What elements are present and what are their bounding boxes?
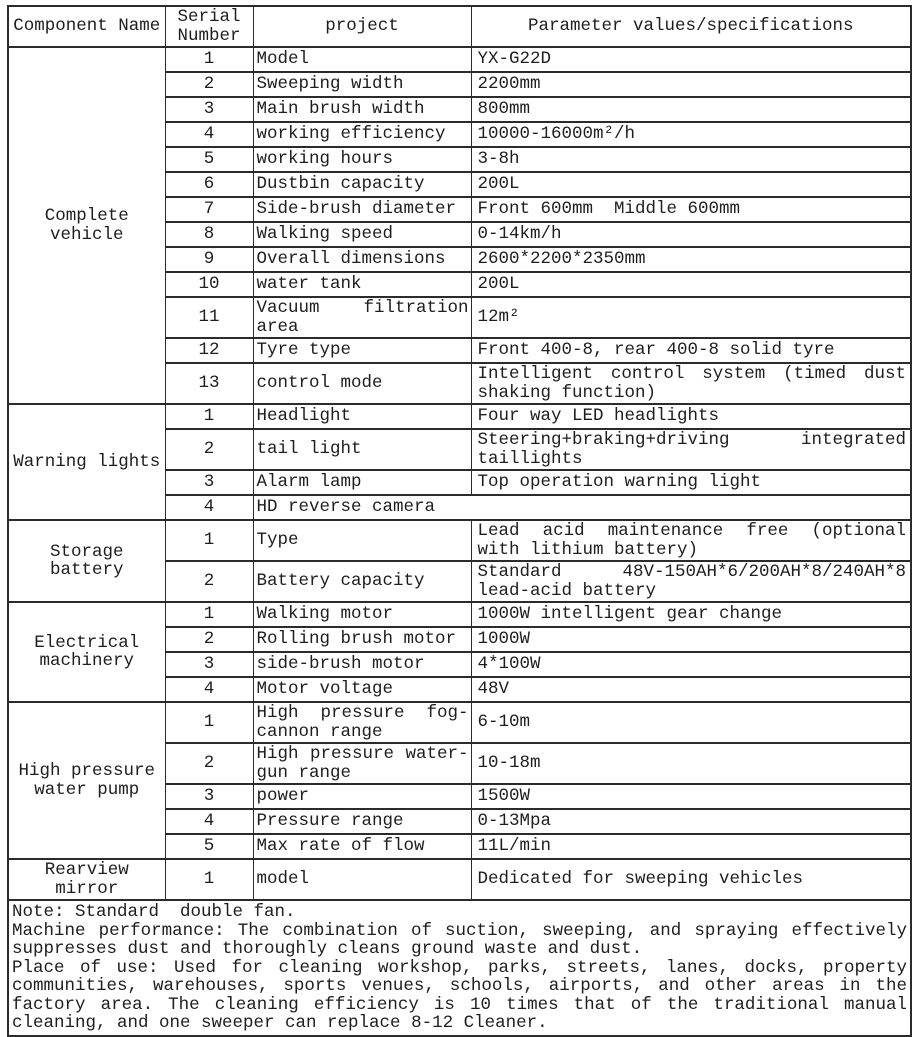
serial-number-cell: 4 (165, 122, 253, 147)
project-cell: control mode (253, 363, 471, 404)
project-cell: Vacuum filtration area (253, 297, 471, 338)
value-cell: 6-10m (471, 702, 911, 743)
value-cell: 0-14km/h (471, 222, 911, 247)
serial-number-cell: 2 (165, 429, 253, 470)
serial-number-cell: 2 (165, 561, 253, 602)
value-cell: 1500W (471, 784, 911, 809)
serial-number-cell: 7 (165, 197, 253, 222)
table-row (8, 859, 911, 900)
project-cell: High pressure fog-cannon range (253, 702, 471, 743)
note-line: Note: Standard double fan. (12, 902, 296, 922)
value-cell: 2200mm (471, 72, 911, 97)
value-cell: Four way LED headlights (471, 404, 911, 429)
project-cell: Max rate of flow (253, 834, 471, 859)
value-cell: 1000W (471, 627, 911, 652)
value-cell: Top operation warning light (471, 470, 911, 495)
project-cell: Motor voltage (253, 677, 471, 702)
value-cell: Standard 48V-150AH*6/200AH*8/240AH*8 lead-acid battery (471, 561, 911, 602)
component-name-cell: Complete vehicle (8, 47, 165, 404)
value-cell: Intelligent control system (timed dust shaking function) (471, 363, 911, 404)
serial-number-cell: 1 (165, 702, 253, 743)
value-cell: 1000W intelligent gear change (471, 602, 911, 627)
note-row (8, 900, 911, 1036)
value-cell: Front 600mm Middle 600mm (471, 197, 911, 222)
value-cell: 0-13Mpa (471, 809, 911, 834)
serial-number-cell: 4 (165, 677, 253, 702)
spec-table-body (8, 47, 911, 900)
value-cell: YX-G22D (471, 47, 911, 72)
project-cell: High pressure water-gun range (253, 743, 471, 784)
serial-number-cell: 5 (165, 834, 253, 859)
serial-number-cell: 9 (165, 247, 253, 272)
header-parameter-values: Parameter values/specifications (471, 6, 911, 47)
serial-number-cell: 2 (165, 743, 253, 784)
serial-number-cell: 5 (165, 147, 253, 172)
table-row (8, 602, 911, 627)
component-name-cell: Storage battery (8, 520, 165, 602)
serial-number-cell: 2 (165, 72, 253, 97)
project-cell: side-brush motor (253, 652, 471, 677)
project-cell: Pressure range (253, 809, 471, 834)
serial-number-cell: 10 (165, 272, 253, 297)
project-cell: Battery capacity (253, 561, 471, 602)
header-component-name: Component Name (8, 6, 165, 47)
value-cell: 11L/min (471, 834, 911, 859)
table-row (8, 47, 911, 72)
serial-number-cell: 3 (165, 652, 253, 677)
serial-number-cell: 1 (165, 520, 253, 561)
value-cell: Lead acid maintenance free (optional with lithium battery) (471, 520, 911, 561)
project-cell: power (253, 784, 471, 809)
component-name-cell: Rearview mirror (8, 859, 165, 900)
component-name-cell: Electrical machinery (8, 602, 165, 702)
serial-number-cell: 3 (165, 784, 253, 809)
serial-number-cell: 3 (165, 470, 253, 495)
serial-number-cell: 3 (165, 97, 253, 122)
serial-number-cell: 2 (165, 627, 253, 652)
value-cell: 3-8h (471, 147, 911, 172)
serial-number-cell: 13 (165, 363, 253, 404)
project-cell: tail light (253, 429, 471, 470)
value-cell: 800mm (471, 97, 911, 122)
serial-number-cell: 1 (165, 859, 253, 900)
project-cell: Walking speed (253, 222, 471, 247)
project-cell: working hours (253, 147, 471, 172)
value-cell: 2600*2200*2350mm (471, 247, 911, 272)
table-row (8, 404, 911, 429)
spec-table (7, 5, 912, 1037)
value-cell: 10-18m (471, 743, 911, 784)
value-cell: Front 400-8, rear 400-8 solid tyre (471, 338, 911, 363)
value-cell: 200L (471, 172, 911, 197)
project-cell: Side-brush diameter (253, 197, 471, 222)
table-row (8, 520, 911, 561)
note-cell (8, 900, 911, 1036)
project-cell: Headlight (253, 404, 471, 429)
project-cell: water tank (253, 272, 471, 297)
value-cell: 10000-16000m²/h (471, 122, 911, 147)
serial-number-cell: 4 (165, 809, 253, 834)
project-cell: Rolling brush motor (253, 627, 471, 652)
serial-number-cell: 11 (165, 297, 253, 338)
serial-number-cell: 12 (165, 338, 253, 363)
value-cell: 48V (471, 677, 911, 702)
header-project: project (253, 6, 471, 47)
table-row (8, 702, 911, 743)
serial-number-cell: 6 (165, 172, 253, 197)
project-cell: HD reverse camera (253, 495, 911, 520)
serial-number-cell: 8 (165, 222, 253, 247)
project-cell: model (253, 859, 471, 900)
project-cell: working efficiency (253, 122, 471, 147)
value-cell: Dedicated for sweeping vehicles (471, 859, 911, 900)
project-cell: Walking motor (253, 602, 471, 627)
serial-number-cell: 1 (165, 404, 253, 429)
note-line: Place of use: Used for cleaning workshop, parks, streets, lanes, docks, property communities, warehouses, sports venues, schools, airports, and other areas in the factory area. The cleaning efficiency is 10 times that of the traditional manual cleaning, and one sweeper can replace 8-12 Cleaner. (12, 957, 907, 1033)
serial-number-cell: 1 (165, 47, 253, 72)
project-cell: Sweeping width (253, 72, 471, 97)
serial-number-cell: 4 (165, 495, 253, 520)
value-cell: 4*100W (471, 652, 911, 677)
serial-number-cell: 1 (165, 602, 253, 627)
note-line: Machine performance: The combination of suction, sweeping, and spraying effectively suppresses dust and thoroughly cleans ground waste and dust. (12, 920, 907, 959)
project-cell: Overall dimensions (253, 247, 471, 272)
component-name-cell: High pressure water pump (8, 702, 165, 859)
project-cell: Main brush width (253, 97, 471, 122)
project-cell: Type (253, 520, 471, 561)
header-row (8, 6, 911, 47)
component-name-cell: Warning lights (8, 404, 165, 520)
project-cell: Model (253, 47, 471, 72)
value-cell: 200L (471, 272, 911, 297)
project-cell: Dustbin capacity (253, 172, 471, 197)
value-cell: Steering+braking+driving integrated taillights (471, 429, 911, 470)
header-serial-number: Serial Number (165, 6, 253, 47)
project-cell: Alarm lamp (253, 470, 471, 495)
value-cell: 12m² (471, 297, 911, 338)
project-cell: Tyre type (253, 338, 471, 363)
